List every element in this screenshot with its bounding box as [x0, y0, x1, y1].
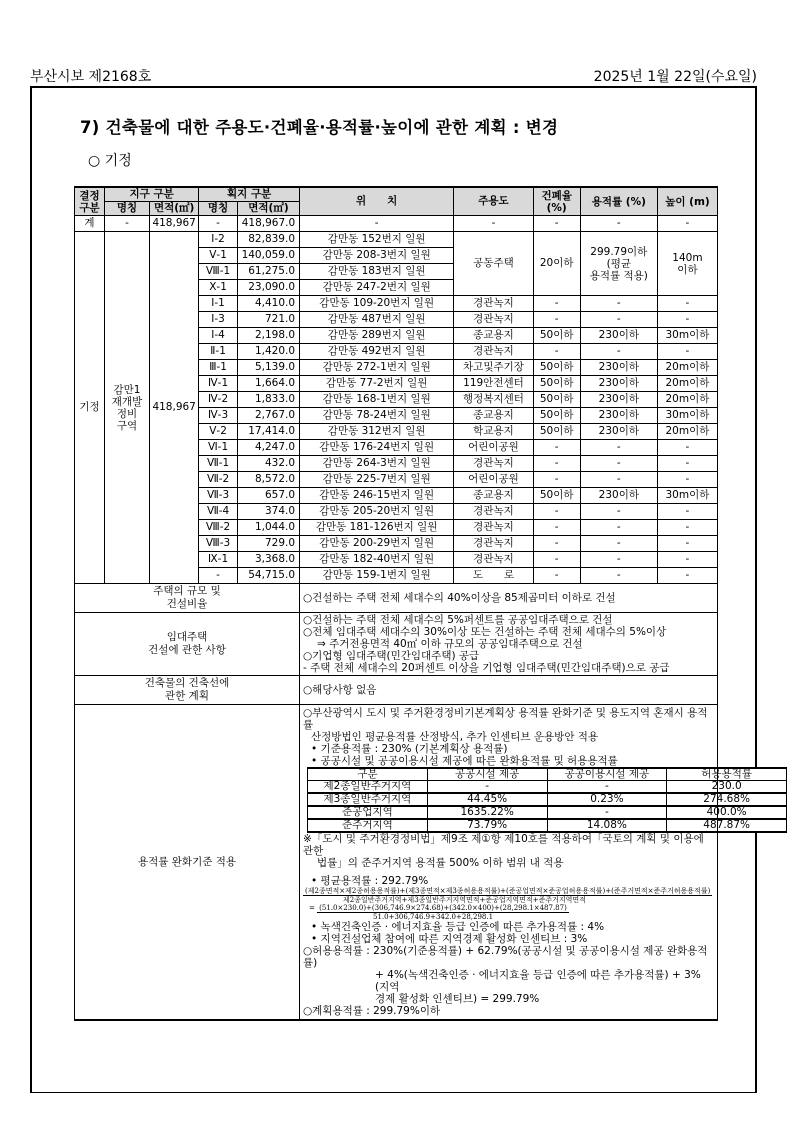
lot-row: Ⅲ-1 5,139.0 감만동 272-1번지 일원 차고및주기장 50이하 230이하 20m이하: [75, 360, 718, 376]
col-location: 위 치: [300, 187, 454, 216]
lot-row: Ⅱ-1 1,420.0 감만동 492번지 일원 경관녹지 - - -: [75, 344, 718, 360]
inner-table-row: 제3종일반주거지역 44.45% 0.23% 274.68%: [308, 793, 787, 806]
lot-row: Ⅳ-1 1,664.0 감만동 77-2번지 일원 119안전센터 50이하 230이하 20m이하: [75, 376, 718, 392]
col-lot-name: 명칭: [199, 202, 238, 216]
lot-row: 기정 감만1 재개발 정비 구역 418,967 Ⅰ-2 82,839.0 감만동 152번지 일원 공동주택 20이하 299.79이하 (평균 용적률 적용) 140m 이하: [75, 232, 718, 248]
col-lot: 획지 구분: [199, 187, 300, 202]
lot-row: Ⅳ-2 1,833.0 감만동 168-1번지 일원 행정복지센터 50이하 230이하 20m이하: [75, 392, 718, 408]
lot-row: Ⅵ-1 4,247.0 감만동 176-24번지 일원 어린이공원 - - -: [75, 440, 718, 456]
lot-row: Ⅷ-3 729.0 감만동 200-29번지 일원 경관녹지 - - -: [75, 536, 718, 552]
lot-row: Ⅳ-3 2,767.0 감만동 78-24번지 일원 종교용지 50이하 230이하 30m이하: [75, 408, 718, 424]
col-bcr: 건폐율 (%): [533, 187, 580, 216]
lot-row: Ⅶ-4 374.0 감만동 205-20번지 일원 경관녹지 - - -: [75, 504, 718, 520]
far-relax-text: ○부산광역시 도시 및 주거환경정비기본계획상 용적률 완화기준 및 용도지역 혼재시 용적률 산정방법인 평균용적률 산정방식, 추가 인센티브 운용방안 적용 • 기준용적률 : 230% (기본계획상 용적률) • 공공시설 및 공공이용시설 제공에 따른 완화용적률 및 허용용적률 구분 공공시설 제공 공공이용시설 제공 허용용적률 제2종일반주거지역 - - 230.0 제3종일반주거지역 44.45% 0.23% 274.68% 준공업지역 1635.22% - 400.0% 준주거지역 73.79% 14.08% 487.87% ※「도시 및 주거환경정비법」제9조 제①항 제10호를 적용하여「국토의 계획 및 이용에 관한 법률」의 준주거지역 용적률 500% 이하 범위 내 적용 • 평균용적률 : 292.79% (제2종면적×제2종허용용적률)+(제3종면적×제3종허용용적률)+(준공업면적×준공업허용용적률)+(준주거면적×준주거허용용적률) 제2종일반주거지역+제3종일반주거지역면적+준공업지역면적+준주거지역면적 = (51.0×230.0)+(306,746.9×274.68)+(342.0×400)+(28,298.1×487.87) 51.0+306,746.9+342.0+28,298.1 • 녹색건축인증 · 에너지효율 등급 인증에 따른 추가용적률 : 4% • 지역건설업체 참여에 따른 지역경제 활성화 인센티브 : 3% ○허용용적률 : 230%(기준용적률) + 62.79%(공공시설 및 공공이용시설 제공 완화용적률) + 4%(녹색건축인증 · 에너지효율 등급 인증에 따른 추가용적률) + 3%(지역 경제 활성화 인센티브) = 299.79% ○계획용적률 : 299.79%이하: [300, 705, 718, 1021]
inner-table-row: 준주거지역 73.79% 14.08% 487.87%: [308, 819, 787, 832]
col-district: 지구 구분: [105, 187, 199, 202]
rental-row: [75, 613, 718, 676]
col-district-name: 명칭: [105, 202, 150, 216]
col-lot-area: 면적(㎡): [237, 202, 299, 216]
lot-row: Ⅰ-1 4,410.0 감만동 109-20번지 일원 경관녹지 - - -: [75, 296, 718, 312]
lot-row: Ⅷ-1 61,275.0 감만동 183번지 일원: [75, 264, 718, 280]
page-header: [30, 66, 757, 86]
col-far: 용적률 (%): [580, 187, 657, 216]
lot-row: Ⅴ-2 17,414.0 감만동 312번지 일원 학교용지 50이하 230이하 20m이하: [75, 424, 718, 440]
page-title: 7) 건축물에 대한 주용도·건폐율·용적률·높이에 관한 계획 : 변경: [80, 118, 559, 137]
housing-scale-label: 주택의 규모 및 건설비율: [75, 584, 300, 613]
inner-table-row: 준공업지역 1635.22% - 400.0%: [308, 806, 787, 819]
building-line-text: ○해당사항 없음: [300, 676, 718, 705]
section-subtitle: ○ 기정: [88, 153, 132, 169]
avg-formula: (제2종면적×제2종허용용적률)+(제3종면적×제3종허용용적률)+(준공업면적×준공업허용용적률)+(준주거면적×준주거허용용적률): [305, 887, 711, 895]
plan-table: [74, 186, 752, 1021]
lot-row: Ⅷ-2 1,044.0 감만동 181-126번지 일원 경관녹지 - - -: [75, 520, 718, 536]
col-use: 주용도: [454, 187, 533, 216]
publish-date: 2025년 1월 22일(수요일): [593, 69, 757, 85]
lot-row: - 54,715.0 감만동 159-1번지 일원 도 로 - - -: [75, 568, 718, 584]
lot-row: Ⅶ-2 8,572.0 감만동 225-7번지 일원 어린이공원 - - -: [75, 472, 718, 488]
far-relax-label: 용적률 완화기준 적용: [75, 705, 300, 1021]
rental-text: ○건설하는 주택 전체 세대수의 5%퍼센트를 공공임대주택으로 건설 ○전체 임대주택 세대수의 30%이상 또는 건설하는 주택 전체 세대수의 5%이상 ⇒ 주거전용면적 40㎡ 이하 규모의 공공임대주택으로 건설 ○기업형 임대주택(민간임대주택) 공급 - 주택 전체 세대수의 20퍼센트 이상을 기업형 임대주택(민간임대주택)으로 공급: [300, 613, 718, 676]
far-relax-inner-table: 구분 공공시설 제공 공공이용시설 제공 허용용적률 제2종일반주거지역 - - 230.0 제3종일반주거지역 44.45% 0.23% 274.68% 준공업지역 1635.22% - 400.0% 준주거지역 73.79% 14.08% 487.87%: [307, 767, 787, 833]
lot-row: Ⅶ-1 432.0 감만동 264-3번지 일원 경관녹지 - - -: [75, 456, 718, 472]
total-row: 계 - 418,967 - 418,967.0 - - - - -: [75, 216, 718, 232]
inner-table-row: 제2종일반주거지역 - - 230.0: [308, 781, 787, 794]
lot-row: Ⅶ-3 657.0 감만동 246-15번지 일원 종교용지 50이하 230이하 30m이하: [75, 488, 718, 504]
rental-label: 임대주택 건설에 관한 사항: [75, 613, 300, 676]
col-district-area: 면적(㎡): [150, 202, 199, 216]
housing-scale-row: [75, 584, 718, 613]
building-line-row: [75, 676, 718, 705]
lot-row: Ⅰ-3 721.0 감만동 487번지 일원 경관녹지 - - -: [75, 312, 718, 328]
col-kind: 결정 구분: [75, 187, 105, 216]
lot-row: Ⅹ-1 23,090.0 감만동 247-2번지 일원: [75, 280, 718, 296]
lot-rows: [75, 232, 718, 584]
far-relax-row: [75, 705, 718, 1021]
building-line-label: 건축물의 건축선에 관한 계획: [75, 676, 300, 705]
lot-row: Ⅸ-1 3,368.0 감만동 182-40번지 일원 경관녹지 - - -: [75, 552, 718, 568]
housing-scale-text: ○건설하는 주택 전체 세대수의 40%이상을 85제곱미터 이하로 건설: [300, 584, 718, 613]
col-height: 높이 (m): [657, 187, 717, 216]
lot-row: Ⅴ-1 140,059.0 감만동 208-3번지 일원: [75, 248, 718, 264]
gazette-number: 부산시보 제2168호: [30, 69, 152, 85]
lot-row: Ⅰ-4 2,198.0 감만동 289번지 일원 종교용지 50이하 230이하 30m이하: [75, 328, 718, 344]
